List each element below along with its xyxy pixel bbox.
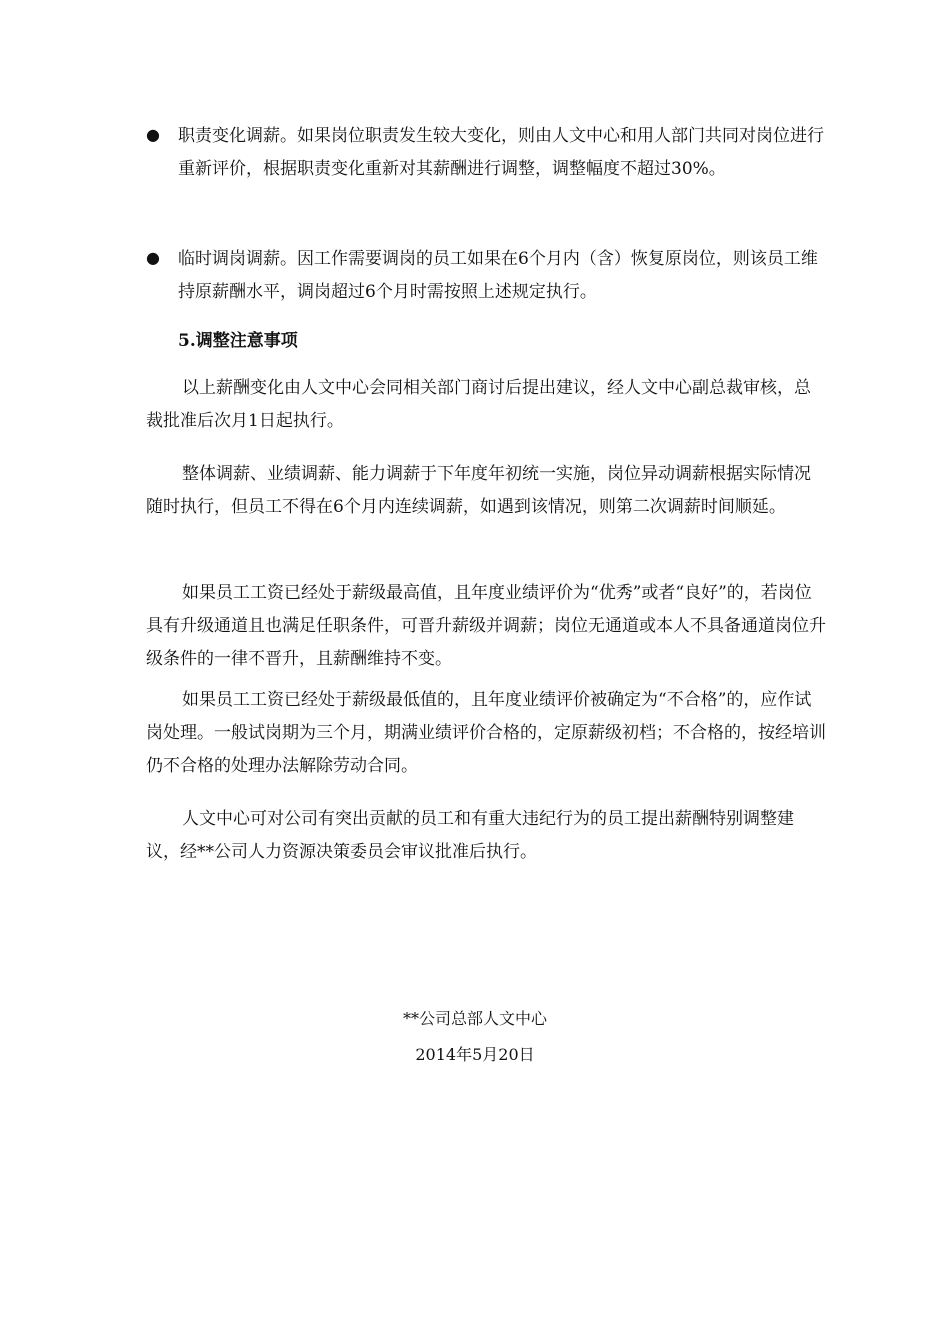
bullet-item-duty-change [146,120,826,186]
paragraph-approval: 以上薪酬变化由人文中心会同相关部门商讨后提出建议，经人文中心副总裁审核，总裁批准后次月1日起执行。 [146,378,811,431]
paragraph-special-adjustment: 人文中心可对公司有突出贡献的员工和有重大违纪行为的员工提出薪酬特别调整建议，经**公司人力资源决策委员会审议批准后执行。 [146,809,794,862]
signature-org: **公司总部人文中心 [402,1009,547,1028]
paragraph-min-grade: 如果员工工资已经处于薪级最低值的，且年度业绩评价被确定为“不合格”的，应作试岗处理。一般试岗期为三个月，期满业绩评价合格的，定原薪级初档；不合格的，按经培训仍不合格的处理办法解除劳动合同。 [146,690,826,776]
section-heading: 5.调整注意事项 [178,331,298,351]
bullet-icon: ● [146,248,160,267]
bullet-text: 职责变化调薪。如果岗位职责发生较大变化，则由人文中心和用人部门共同对岗位进行重新评价，根据职责变化重新对其薪酬进行调整，调整幅度不超过30%。 [178,126,824,179]
signature-date: 2014年5月20日 [415,1045,535,1064]
bullet-item-temp-transfer [146,243,826,309]
bullet-text: 临时调岗调薪。因工作需要调岗的员工如果在6个月内（含）恢复原岗位，则该员工维持原薪酬水平，调岗超过6个月时需按照上述规定执行。 [178,249,818,302]
bullet-icon: ● [146,125,160,144]
paragraph-max-grade: 如果员工工资已经处于薪级最高值，且年度业绩评价为“优秀”或者“良好”的，若岗位具有升级通道且也满足任职条件，可晋升薪级并调薪；岗位无通道或本人不具备通道岗位升级条件的一律不晋升，且薪酬维持不变。 [146,583,826,669]
paragraph-timing: 整体调薪、业绩调薪、能力调薪于下年度年初统一实施，岗位异动调薪根据实际情况随时执行，但员工不得在6个月内连续调薪，如遇到该情况，则第二次调薪时间顺延。 [146,464,811,517]
